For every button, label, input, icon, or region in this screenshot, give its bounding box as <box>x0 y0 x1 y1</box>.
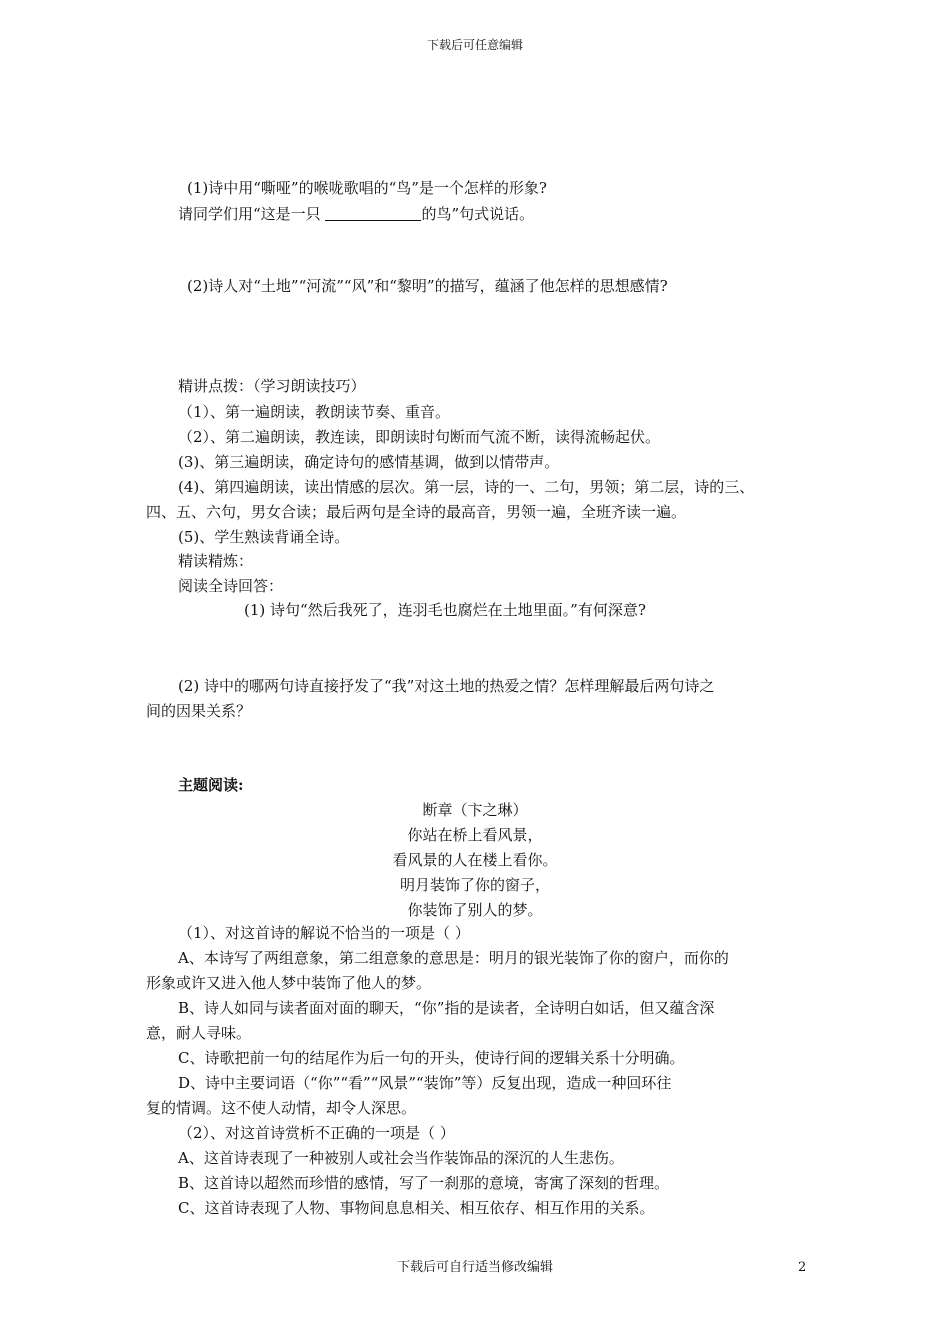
practice-title: 精读精炼： <box>178 552 254 570</box>
question-1-line-1: (1)诗中用“嘶哑”的喉咙歌唱的“鸟”是一个怎样的形象? <box>187 179 547 197</box>
answer-option: B、这首诗以超然而珍惜的感情，写了一刹那的意境，寄寓了深刻的哲理。 <box>178 1174 670 1192</box>
page-footer: 下载后可自行适当修改编辑 <box>396 1260 553 1275</box>
poem-line: 明月装饰了你的窗子， <box>399 876 550 894</box>
answer-option: A、本诗写了两组意象，第二组意象的意思是：明月的银光装饰了你的窗户，而你的 <box>178 949 729 967</box>
poem-title: 断章（卞之琳） <box>422 801 528 819</box>
practice-question-2-line-2: 间的因果关系？ <box>146 702 252 720</box>
tip-item: （2）、第二遍朗读，教连读，即朗读时句断而气流不断，读得流畅起伏。 <box>178 428 661 446</box>
reading-tips-title: 精讲点拨：（学习朗读技巧） <box>178 377 366 395</box>
question-1-suffix: 的鸟”句式说话。 <box>421 205 535 223</box>
answer-option: 意，耐人寻味。 <box>146 1024 252 1042</box>
poem-line: 看风景的人在楼上看你。 <box>392 851 558 869</box>
answer-option: 复的情调。这不使人动情，却令人深思。 <box>146 1099 417 1117</box>
question-2: (2)诗人对“土地”“河流”“风”和“黎明”的描写，蕴涵了他怎样的思想感情? <box>187 277 668 295</box>
question-1-line-2 <box>178 204 534 224</box>
poem-line: 你站在桥上看风景， <box>407 826 543 844</box>
answer-option: D、诗中主要词语（“你”“看”“风景”“装饰”等）反复出现，造成一种回环往 <box>178 1074 672 1092</box>
practice-question-2-line-1: (2) 诗中的哪两句诗直接抒发了“我”对这土地的热爱之情？怎样理解最后两句诗之 <box>178 677 715 695</box>
answer-option: 形象或许又进入他人梦中装饰了他人的梦。 <box>146 974 432 992</box>
answer-option: A、这首诗表现了一种被别人或社会当作装饰品的深沉的人生悲伤。 <box>178 1149 624 1167</box>
tip-item: (4)、第四遍朗读，读出情感的层次。第一层，诗的一、二句，男领；第二层，诗的三、 <box>178 478 755 496</box>
tip-item: (5)、学生熟读背诵全诗。 <box>178 528 350 546</box>
poem-line: 你装饰了别人的梦。 <box>407 901 543 919</box>
theme-reading-title: 主题阅读: <box>178 776 244 794</box>
question-1-prefix: 请同学们用“这是一只 <box>178 205 321 223</box>
practice-intro: 阅读全诗回答： <box>178 577 284 595</box>
fill-in-blank <box>325 206 421 221</box>
answer-option: B、诗人如同与读者面对面的聊天，“你”指的是读者，全诗明白如话，但又蕴含深 <box>178 999 715 1017</box>
practice-question-1: (1) 诗句“然后我死了，连羽毛也腐烂在土地里面。”有何深意? <box>244 601 646 619</box>
page-header: 下载后可任意编辑 <box>426 38 523 52</box>
answer-option: C、这首诗表现了人物、事物间息息相关、相互依存、相互作用的关系。 <box>178 1199 655 1217</box>
theme-question-2-stem: （2）、对这首诗赏析不正确的一项是（ ） <box>178 1124 455 1142</box>
tip-item: (3)、第三遍朗读，确定诗句的感情基调，做到以情带声。 <box>178 453 560 471</box>
tip-item: （1）、第一遍朗读，教朗读节奏、重音。 <box>178 403 451 421</box>
page-number: 2 <box>798 1260 807 1275</box>
tip-item: 四、五、六句，男女合读；最后两句是全诗的最高音，男领一遍，全班齐读一遍。 <box>146 503 687 521</box>
answer-option: C、诗歌把前一句的结尾作为后一句的开头，使诗行间的逻辑关系十分明确。 <box>178 1049 685 1067</box>
theme-question-1-stem: （1）、对这首诗的解说不恰当的一项是（ ） <box>178 924 470 942</box>
